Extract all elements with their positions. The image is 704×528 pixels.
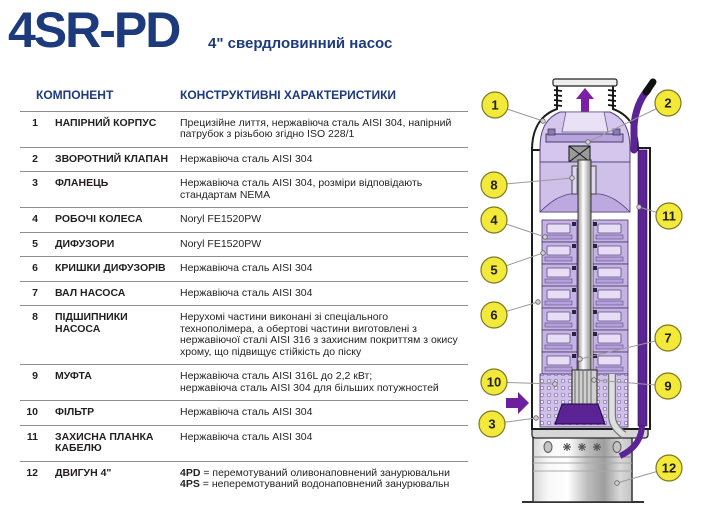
column-header-specs: КОНСТРУКТИВНІ ХАРАКТЕРИСТИКИ <box>180 88 397 102</box>
callout-3 <box>479 411 505 437</box>
table-header <box>20 88 468 112</box>
pump-cross-section-diagram <box>470 75 704 528</box>
svg-text:3: 3 <box>488 416 496 432</box>
component-table <box>20 88 468 497</box>
inlet-arrow-icon <box>506 392 529 414</box>
page-subtitle: 4" свердловинний насос <box>208 35 393 52</box>
table-row: 6 КРИШКИ ДИФУЗОРІВ Нержавіюча сталь AISI 304 <box>20 257 468 282</box>
svg-text:9: 9 <box>664 378 672 394</box>
table-row: 9 МУФТА Нержавіюча сталь AISI 316L до 2,2 кВт; нержавіюча сталь AISI 304 для більших потужностей <box>20 365 468 401</box>
callout-10 <box>481 369 507 395</box>
cable-end-icon <box>646 82 653 92</box>
svg-text:6: 6 <box>490 307 498 323</box>
svg-text:1: 1 <box>491 97 499 113</box>
column-header-component: КОМПОНЕНТ <box>36 88 114 102</box>
page-title: 4SR-PD <box>8 2 180 58</box>
callout-6 <box>481 302 507 328</box>
callout-8 <box>481 172 507 198</box>
svg-text:2: 2 <box>664 95 672 111</box>
callout-2 <box>655 90 681 116</box>
callout-7 <box>655 325 681 351</box>
callout-9 <box>655 373 681 399</box>
table-row: 4 РОБОЧІ КОЛЕСА Noryl FE1520PW <box>20 208 468 233</box>
table-row: 11 ЗАХИСНА ПЛАНКА КАБЕЛЮ Нержавіюча сталь AISI 304 <box>20 426 468 462</box>
table-row: 12 ДВИГУН 4" 4PD = перемотуваний оливонаповнений занурювальни 4PS = неперемотуваний водонаповнений занурювальн <box>26 466 450 490</box>
table-row: 1 НАПІРНИЙ КОРПУС Прецизійне лиття, нержавіюча сталь AISI 304, напірний патрубок з різьбою згідно ISO 228/1 <box>20 112 468 148</box>
callout-5 <box>481 257 507 283</box>
callout-11 <box>656 203 682 229</box>
motor-bolt-icon <box>613 442 621 453</box>
svg-text:12: 12 <box>661 460 677 476</box>
svg-text:11: 11 <box>662 208 676 224</box>
svg-text:4: 4 <box>490 212 498 228</box>
svg-text:7: 7 <box>664 330 672 346</box>
table-row: 8 ПІДШИПНИКИ НАСОСА Нерухомі частини виконані зі спеціального технополімера, а обертові частини виготовлені з нержавіючої сталі AISI 316 з захисним покриттям з окису хрому, що підвищує стійкість до піску <box>20 306 468 365</box>
table-row: 7 ВАЛ НАСОСА Нержавіюча сталь AISI 304 <box>20 282 468 307</box>
callout-4 <box>481 207 507 233</box>
motor-bolt-icon <box>544 442 552 453</box>
table-row: 3 ФЛАНЕЦЬ Нержавіюча сталь AISI 304, розміри відповідають стандартам NEMA <box>20 172 468 208</box>
table-row: 10 ФІЛЬТР Нержавіюча сталь AISI 304 <box>20 401 468 426</box>
table-row: 2 ЗВОРОТНИЙ КЛАПАН Нержавіюча сталь AISI 304 <box>20 148 468 173</box>
motor-body <box>522 437 644 502</box>
callout-12 <box>656 455 682 481</box>
svg-text:10: 10 <box>486 374 502 390</box>
svg-text:8: 8 <box>490 177 498 193</box>
table-row: 5 ДИФУЗОРИ Noryl FE1520PW <box>20 233 468 258</box>
svg-text:5: 5 <box>490 262 498 278</box>
callout-1 <box>482 92 508 118</box>
pump-shaft <box>578 160 591 405</box>
check-valve-assembly <box>540 112 630 162</box>
